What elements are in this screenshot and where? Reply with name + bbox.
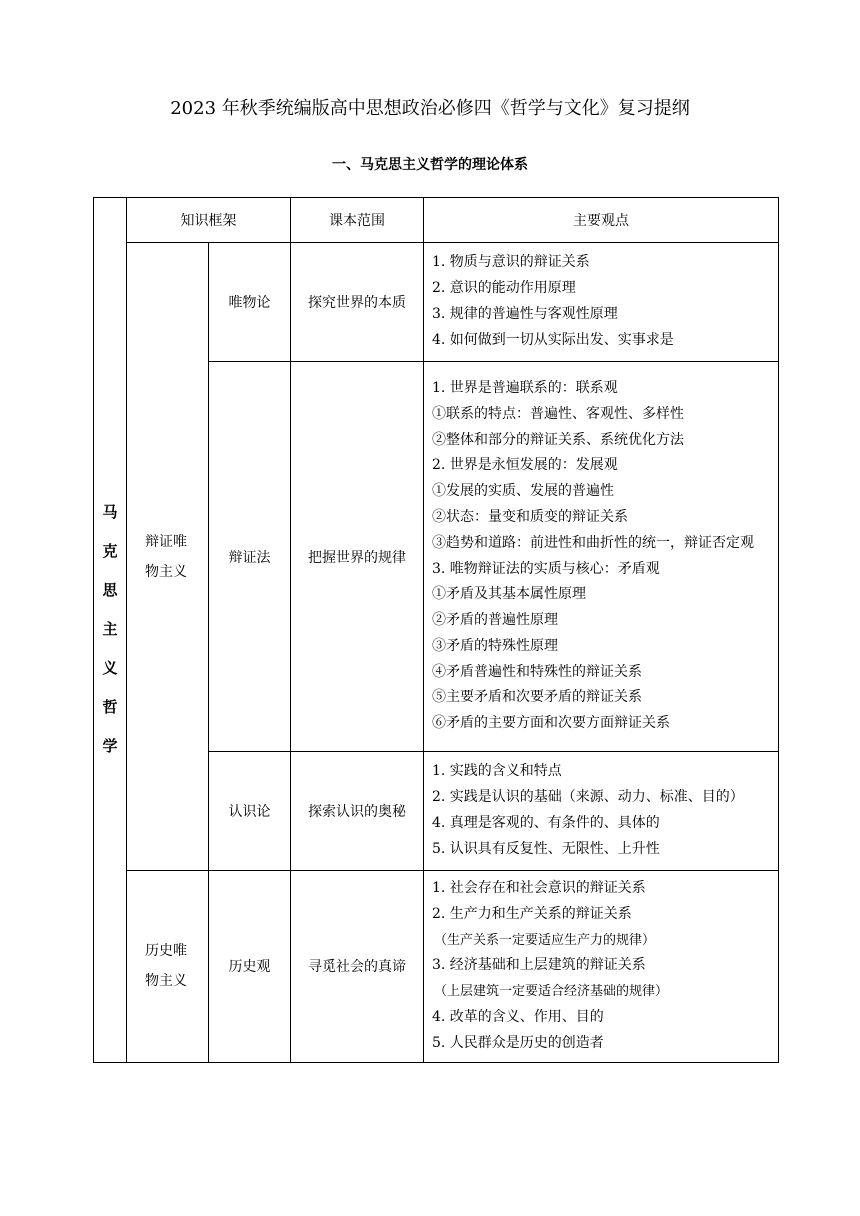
side-label-char: 思: [102, 581, 118, 600]
scope-cell: 寻觅社会的真谛: [291, 871, 424, 1063]
topic-cell: 历史观: [209, 871, 291, 1063]
topic-cell: 辩证法: [209, 362, 291, 752]
points-cell: [424, 871, 779, 1063]
point-item: 1. 社会存在和社会意识的辩证关系: [432, 880, 646, 896]
point-item: 5. 认识具有反复性、无限性、上升性: [432, 840, 660, 857]
group-label-line: 历史唯: [145, 943, 187, 960]
point-item: ①矛盾及其基本属性原理: [432, 586, 586, 603]
point-item: 2. 意识的能动作用原理: [432, 280, 576, 297]
point-item: ②状态：量变和质变的辩证关系: [432, 508, 628, 525]
point-item: 3. 规律的普遍性与客观性原理: [432, 306, 618, 322]
side-label-char: 哲: [102, 698, 118, 717]
point-note: （生产关系一定要适应生产力的规律）: [434, 932, 656, 948]
group-label-line: 辩证唯: [145, 533, 187, 550]
point-item: 4. 真理是客观的、有条件的、具体的: [432, 815, 660, 831]
scope-cell: 把握世界的规律: [291, 362, 424, 752]
point-note: （上层建筑一定要适合经济基础的规律）: [434, 984, 669, 1000]
topic-cell: 认识论: [209, 752, 291, 871]
point-item: 4. 改革的含义、作用、目的: [432, 1008, 604, 1025]
table-row: [94, 871, 779, 1063]
side-label-char: 马: [102, 503, 118, 522]
point-item: 4. 如何做到一切从实际出发、实事求是: [432, 331, 674, 348]
point-item: 2. 实践是认识的基础（来源、动力、标准、目的）: [432, 789, 744, 806]
point-item: 3. 经济基础和上层建筑的辩证关系: [432, 957, 646, 974]
philosophy-outline-table: [93, 197, 779, 1063]
scope-cell: 探索认识的奥秘: [291, 752, 424, 871]
point-item: ②矛盾的普遍性原理: [432, 612, 558, 629]
point-item: 2. 世界是永恒发展的：发展观: [432, 457, 618, 474]
scope-cell: 探究世界的本质: [291, 243, 424, 362]
point-item: ①发展的实质、发展的普遍性: [432, 483, 614, 500]
point-item: ③矛盾的特殊性原理: [432, 637, 558, 654]
point-item: 1. 世界是普遍联系的：联系观: [432, 379, 618, 396]
points-cell: [424, 752, 779, 871]
point-item: ⑤主要矛盾和次要矛盾的辩证关系: [432, 689, 642, 706]
point-item: 2. 生产力和生产关系的辩证关系: [432, 905, 632, 922]
topic-cell: 唯物论: [209, 243, 291, 362]
points-cell: [424, 243, 779, 362]
point-item: ④矛盾普遍性和特殊性的辩证关系: [432, 663, 642, 680]
point-item: ①联系的特点：普遍性、客观性、多样性: [432, 405, 684, 422]
point-item: ⑥矛盾的主要方面和次要方面辩证关系: [432, 715, 670, 732]
group-label-historical-materialism: [127, 871, 209, 1063]
header-scope: 课本范围: [291, 198, 424, 243]
header-main-points: 主要观点: [424, 198, 779, 243]
section-title: 一、马克思主义哲学的理论体系: [332, 157, 528, 173]
side-label-char: 克: [102, 542, 118, 561]
points-cell: [424, 362, 779, 752]
table-row: [94, 243, 779, 362]
side-label-char: 学: [102, 737, 118, 756]
point-item: 5. 人民群众是历史的创造者: [432, 1034, 604, 1051]
header-row: [94, 198, 779, 243]
document-title: 2023 年秋季统编版高中思想政治必修四《哲学与文化》复习提纲: [170, 98, 690, 119]
group-label-line: 物主义: [145, 973, 187, 990]
point-item: ③趋势和道路：前进性和曲折性的统一，辩证否定观: [432, 534, 754, 551]
point-item: 1. 物质与意识的辩证关系: [432, 254, 590, 271]
header-framework: 知识框架: [127, 198, 291, 243]
side-label-char: 主: [102, 620, 118, 639]
point-item: 3. 唯物辩证法的实质与核心：矛盾观: [432, 560, 660, 577]
group-label-dialectical-materialism: [127, 243, 209, 871]
side-label-marxist-philosophy: [94, 198, 127, 1063]
side-label-char: 义: [102, 659, 118, 678]
point-item: ②整体和部分的辩证关系、系统优化方法: [432, 431, 684, 448]
point-item: 1. 实践的含义和特点: [432, 763, 562, 780]
group-label-line: 物主义: [145, 563, 187, 580]
